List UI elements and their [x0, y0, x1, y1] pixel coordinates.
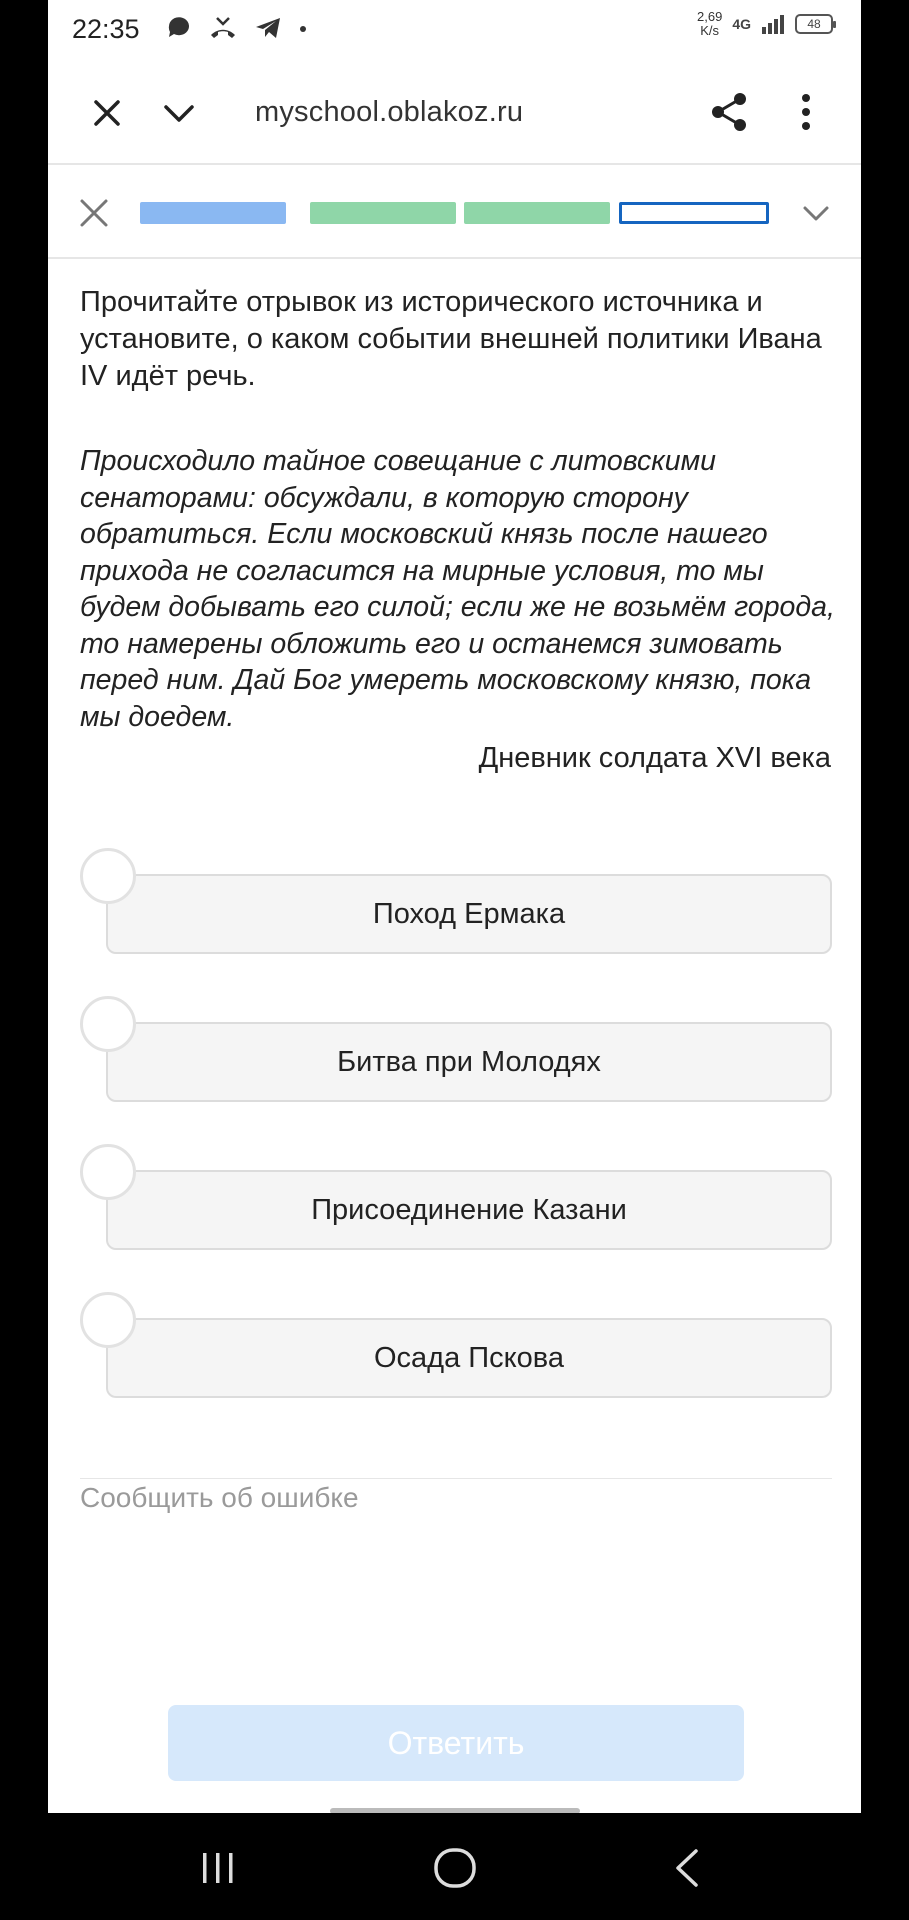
browser-toolbar: [48, 60, 861, 165]
missed-call-icon: [208, 15, 238, 41]
option-label[interactable]: Осада Пскова: [106, 1318, 832, 1398]
answer-option[interactable]: [80, 996, 832, 1088]
option-label[interactable]: Присоединение Казани: [106, 1170, 832, 1250]
network-type: 4G: [732, 16, 751, 32]
answer-option[interactable]: [80, 1144, 832, 1236]
net-speed: 2,69 K/s: [697, 9, 723, 38]
option-label[interactable]: Поход Ермака: [106, 874, 832, 954]
chevron-down-icon[interactable]: [158, 92, 200, 134]
progress-segment[interactable]: [464, 202, 610, 224]
back-icon[interactable]: [668, 1843, 708, 1893]
status-bar: [48, 0, 861, 60]
radio-button[interactable]: [80, 848, 136, 904]
status-right: [697, 10, 833, 38]
recent-apps-icon[interactable]: [198, 1843, 238, 1893]
system-nav-bar: [0, 1813, 909, 1920]
battery-icon: 48: [795, 14, 833, 34]
submit-button[interactable]: Ответить: [168, 1705, 744, 1781]
answer-option[interactable]: [80, 848, 832, 940]
source-excerpt: Происходило тайное совещание с литовскими сенаторами: обсуждали, в которую сторону обратиться. Если московский князь после нашего прихода не согласится на мирные условия, то мы будем добывать его силой; если же не возьмём города, то намерены обложить его и останемся зимовать перед ним. Дай Бог умереть московскому князю, пока мы доедем.: [80, 445, 835, 733]
progress-segment[interactable]: [140, 202, 286, 224]
option-label[interactable]: Битва при Молодях: [106, 1022, 832, 1102]
progress-segment[interactable]: [310, 202, 456, 224]
status-time: 22:35: [72, 14, 140, 44]
browser-screen: [48, 0, 861, 1813]
dot-icon: [298, 15, 308, 41]
chevron-down-icon[interactable]: [800, 197, 832, 229]
radio-button[interactable]: [80, 1292, 136, 1348]
answer-option[interactable]: [80, 1292, 832, 1384]
telegram-icon: [254, 15, 282, 41]
chat-icon: [166, 15, 192, 41]
more-options-icon[interactable]: [796, 90, 816, 134]
url-text[interactable]: myschool.oblakoz.ru: [255, 96, 524, 128]
divider: [80, 1478, 832, 1479]
radio-button[interactable]: [80, 1144, 136, 1200]
source-attribution: Дневник солдата XVI века: [478, 742, 831, 774]
signal-icon: [761, 13, 785, 35]
progress-segment-current[interactable]: [619, 202, 769, 224]
question-prompt: Прочитайте отрывок из исторического источника и установите, о каком событии внешней политики Ивана IV идёт речь.: [80, 286, 822, 392]
home-icon[interactable]: [430, 1843, 480, 1893]
radio-button[interactable]: [80, 996, 136, 1052]
quiz-progress-bar: [48, 167, 861, 259]
notification-icons: [166, 12, 308, 44]
report-error-link[interactable]: Сообщить об ошибке: [80, 1482, 359, 1513]
share-icon[interactable]: [708, 90, 752, 134]
close-quiz-icon[interactable]: [76, 195, 112, 231]
close-icon[interactable]: [86, 92, 128, 134]
